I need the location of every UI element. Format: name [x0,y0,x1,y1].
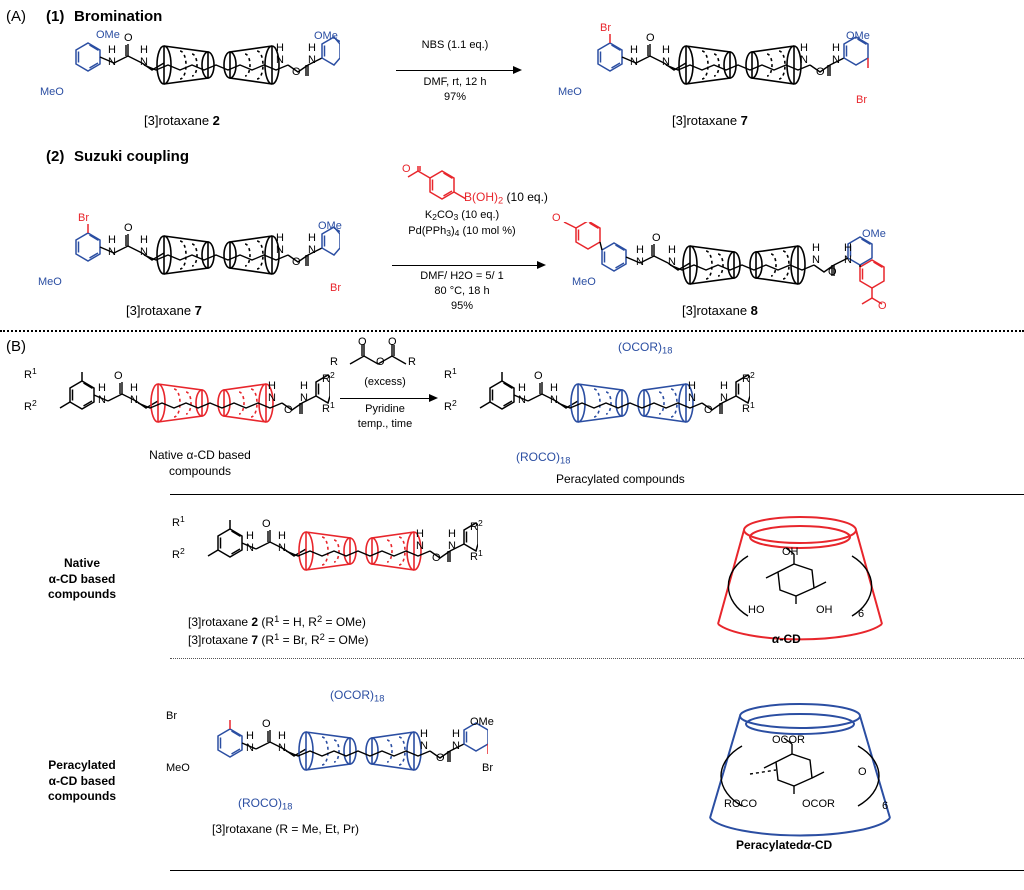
panelb-arrow-line [340,398,430,399]
scheme1-right-urea-h1: H [630,44,638,56]
scheme1-left-urea-n2: N [140,56,148,68]
scheme1-right-urea-n4: N [832,54,840,66]
scheme2-left-caption-prefix: [3]rotaxane [126,303,195,318]
panelb-divider-dotted [170,658,1024,659]
scheme1-left-urea-o2: O [292,66,301,78]
panelb-right-urea-o1: O [534,370,543,382]
panelb-left-urea-n4: N [300,392,308,404]
alpha-cd-label-oh-top: OH [782,546,799,558]
scheme2-right-caption-prefix: [3]rotaxane [682,303,751,318]
panelb-right-urea-n4: N [720,392,728,404]
scheme1-number: (1) [46,8,65,25]
scheme2-reagent-boronic-label: $B(OH)_2$ (10 eq.) [464,190,548,206]
scheme2-left-urea-n4: N [308,244,316,256]
scheme2-left-sub-ome: OMe [318,220,342,232]
native-sub-r1: $R^1$ [172,514,185,529]
panelb-left-urea-o1: O [114,370,123,382]
peracylated-cd-caption-a: Peracylated [736,838,804,852]
panelb-anhydride-o-right: O [388,336,397,348]
scheme1-right-urea-o2: O [816,66,825,78]
panelb-left-sub-r2b: $R^2$ [322,370,335,385]
peracylated-sub-ome: OMe [470,716,494,728]
native-sub-r2b: $R^2$ [470,518,483,533]
peracylated-urea-o1: O [262,718,271,730]
scheme2-number: (2) [46,148,65,165]
scheme2-right-urea-h4: H [844,242,852,254]
scheme2-right-urea-n1: N [636,256,644,268]
panelb-right-sub-r1: $R^1$ [444,366,457,381]
native-row-label-line2: α-CD based [48,571,116,586]
panelb-right-structure [450,370,750,462]
scheme2-title: Suzuki coupling [74,148,189,165]
scheme2-left-urea-o1: O [124,222,133,234]
native-entry-0-suffix: ($R^1 = H$, $R^2 = OMe$) [258,614,366,630]
native-entry-0-id: 2 [251,615,259,630]
peracylated-row-label [12,758,152,805]
panelb-acyl-top-label: $(OCOR)_{18}$ [618,340,673,356]
scheme1-title: Bromination [74,8,163,25]
panelb-condition-0: Pyridine [365,403,405,415]
alpha-cd-cartoon [700,512,900,642]
native-entry-1-id: 7 [251,633,259,648]
panelb-right-caption: Peracylated compounds [556,472,685,486]
scheme2-conditions-above [382,208,542,239]
panelb-left-sub-r1b: $R^1$ [322,400,335,415]
peracylated-row-label-line2: α-CD based [48,773,116,788]
scheme1-conditions-above [388,38,522,53]
scheme2-left-urea-n3: N [276,244,284,256]
panelb-right-urea-h2: H [550,382,558,394]
peracylated-urea-n4: N [452,740,460,752]
panelb-right-urea-n2: N [550,394,558,406]
scheme2-left-sub-meo: MeO [38,276,62,288]
scheme1-condition-2: 97% [443,90,467,103]
panelb-condition-1: temp., time [357,417,413,430]
panelb-left-caption [90,448,310,479]
panelb-left-urea-n3: N [268,392,276,404]
native-row-structure [178,518,478,610]
scheme1-right-sub-meo: MeO [558,86,582,98]
peracylated-alpha-cd-cartoon [690,700,910,840]
peracylated-sub-br-bottom: Br [482,762,493,774]
panel-a-label: (A) [6,8,26,25]
scheme1-right-sub-br-bottom: Br [856,94,867,106]
panelb-right-urea-n1: N [518,394,526,406]
scheme1-right-urea-h3: H [800,42,808,54]
scheme1-left-structure [40,32,340,124]
scheme2-left-urea-h1: H [108,234,116,246]
peracylated-urea-h1: H [246,730,254,742]
scheme1-right-urea-n1: N [630,56,638,68]
native-urea-h4: H [448,528,456,540]
panelb-reagent-excess-label: (excess) [364,376,406,388]
scheme2-left-urea-h2: H [140,234,148,246]
scheme2-right-sub-ome: OMe [862,228,886,240]
panelb-left-urea-n1: N [98,394,106,406]
scheme1-right-caption-id: 7 [740,113,748,128]
peracylated-entry: [3]rotaxane (R = Me, Et, Pr) [212,822,360,836]
scheme2-right-urea-o1: O [652,232,661,244]
scheme2-condition-4: 95% [450,299,474,312]
scheme2-right-aldehyde-o-top: O [552,212,561,224]
panelb-left-urea-o2: O [284,404,293,416]
scheme2-right-urea-o2: O [828,266,837,278]
scheme1-condition-1: DMF, rt, 12 h [423,76,487,88]
scheme1-right-urea-n3: N [800,54,808,66]
panelb-right-sub-r2b: $R^2$ [742,370,755,385]
panelb-right-urea-h1: H [518,382,526,394]
scheme2-left-urea-h4: H [308,232,316,244]
native-urea-n2: N [278,542,286,554]
peracylated-acyl-bottom-label: $(ROCO)_{18}$ [238,796,293,812]
peracylated-urea-n3: N [420,740,428,752]
alpha-cd-label-6: 6 [858,608,865,620]
panelb-anhydride-o-left: O [358,336,367,348]
peracylated-urea-h4: H [452,728,460,740]
panelb-anhydride-r-right: R [408,356,416,368]
panelb-anhydride-r-left: R [330,356,338,368]
peracylated-cd-label-ocor-bottom: OCOR [802,798,835,810]
native-urea-h2: H [278,530,286,542]
scheme2-left-urea-o2: O [292,256,301,268]
panelb-divider-bottom [170,870,1024,871]
peracylated-urea-h3: H [420,728,428,740]
scheme2-condition-2: DMF/ H2O = 5/ 1 [420,270,504,282]
native-entry-0 [188,614,366,629]
peracylated-cd-label-roco: ROCO [724,798,757,810]
panel-separator-dotted [0,330,1024,332]
scheme2-right-urea-h3: H [812,242,820,254]
scheme1-right-urea-h2: H [662,44,670,56]
alpha-cd-label-oh-bottom: OH [816,604,833,616]
panelb-arrow-head [429,394,438,402]
scheme2-reagent-o-label: O [402,163,411,175]
native-sub-r1b: $R^1$ [470,548,483,563]
scheme1-left-caption [144,113,220,128]
panelb-left-urea-h3: H [268,380,276,392]
scheme2-left-urea-n1: N [108,246,116,258]
scheme2-condition-0: $K_2CO_3$ (10 eq.) [424,209,500,223]
scheme2-left-caption [126,303,202,318]
peracylated-row-label-line3: compounds [48,789,116,804]
scheme2-condition-1: $Pd(PPh_3)_4$ (10 mol %) [408,224,516,238]
scheme2-arrow-head [537,261,546,269]
panelb-left-urea-h4: H [300,380,308,392]
scheme2-right-caption-id: 8 [750,303,758,318]
native-entry-0-prefix: [3]rotaxane [188,615,252,630]
native-row-label [12,556,152,603]
panelb-left-urea-n2: N [130,394,138,406]
scheme1-left-sub-meo: MeO [40,86,64,98]
native-entry-1-prefix: [3]rotaxane [188,633,252,648]
peracylated-cd-label-o: O [858,766,867,778]
alpha-cd-caption: α-CD [772,632,801,646]
peracylated-acyl-top-label: $(OCOR)_{18}$ [330,688,385,704]
native-entry-1-suffix: ($R^1 = Br$, $R^2 = OMe$) [258,632,369,648]
scheme1-left-caption-prefix: [3]rotaxane [144,113,213,128]
scheme2-arrow-line [392,265,538,266]
scheme1-arrow-head [513,66,522,74]
panelb-right-urea-h3: H [688,380,696,392]
panelb-right-sub-r2: $R^2$ [444,398,457,413]
scheme2-left-urea-n2: N [140,246,148,258]
peracylated-urea-n1: N [246,742,254,754]
peracylated-urea-n2: N [278,742,286,754]
scheme1-left-urea-h2: H [140,44,148,56]
native-entry-1 [188,632,369,647]
peracylated-sub-br-top: Br [166,710,177,722]
native-urea-o1: O [262,518,271,530]
scheme2-condition-3: 80 °C, 18 h [434,284,490,297]
native-urea-n1: N [246,542,254,554]
peracylated-cd-label-ocor-top: OCOR [772,734,805,746]
scheme2-left-caption-id: 7 [194,303,202,318]
scheme1-left-urea-h1: H [108,44,116,56]
scheme1-right-caption [672,113,748,128]
peracylated-row-label-line1: Peracylated [48,758,116,772]
scheme1-left-urea-o1: O [124,32,133,44]
panel-b-label: (B) [6,338,26,355]
peracylated-sub-meo: MeO [166,762,190,774]
panelb-right-sub-r1b: $R^1$ [742,400,755,415]
peracylated-row-structure [178,718,488,810]
scheme2-left-sub-br-top: Br [78,212,89,224]
scheme1-right-caption-prefix: [3]rotaxane [672,113,741,128]
native-sub-r2: $R^2$ [172,546,185,561]
scheme1-right-structure [560,32,870,124]
panelb-left-sub-r2: $R^2$ [24,398,37,413]
peracylated-cd-label-6: 6 [882,800,889,812]
scheme1-right-urea-n2: N [662,56,670,68]
scheme2-right-sub-meo: MeO [572,276,596,288]
scheme2-right-urea-n3: N [812,254,820,266]
scheme1-condition-0: NBS (1.1 eq.) [421,39,489,51]
native-urea-h3: H [416,528,424,540]
scheme1-left-urea-h3: H [276,42,284,54]
panelb-right-urea-h4: H [720,380,728,392]
scheme1-right-sub-ome: OMe [846,30,870,42]
scheme2-right-urea-n2: N [668,256,676,268]
scheme1-right-sub-br-top: Br [600,22,611,34]
panelb-left-urea-h1: H [98,382,106,394]
scheme2-right-urea-h1: H [636,244,644,256]
native-urea-h1: H [246,530,254,542]
scheme2-right-urea-n4: N [844,254,852,266]
alpha-cd-label-ho: HO [748,604,765,616]
panelb-divider-1 [170,494,1024,495]
scheme1-right-urea-h4: H [832,42,840,54]
scheme1-left-urea-n3: N [276,54,284,66]
scheme1-right-urea-o1: O [646,32,655,44]
peracylated-urea-o2: O [436,752,445,764]
scheme2-conditions-below [382,269,542,314]
panelb-acyl-bottom-label: $(ROCO)_{18}$ [516,450,571,466]
scheme1-arrow-line [396,70,514,71]
scheme2-right-aldehyde-o-bottom: O [878,300,887,312]
panelb-left-caption-line1: Native α-CD based [149,448,251,462]
scheme2-left-structure [40,222,340,314]
scheme1-left-sub-ome-top: OMe [96,29,120,41]
panelb-right-urea-n3: N [688,392,696,404]
native-urea-o2: O [432,552,441,564]
scheme2-right-urea-h2: H [668,244,676,256]
scheme1-left-urea-n4: N [308,54,316,66]
native-row-label-line1: Native [63,556,101,570]
panelb-left-sub-r1: $R^1$ [24,366,37,381]
scheme2-right-caption [682,303,758,318]
panelb-left-caption-line2: compounds [168,463,232,478]
scheme1-conditions-below [388,75,522,105]
panelb-conditions [332,402,438,432]
peracylated-cd-caption: Peracylatedα-CD [736,838,833,852]
scheme1-left-caption-id: 2 [212,113,220,128]
scheme1-left-urea-h4: H [308,42,316,54]
panelb-left-urea-h2: H [130,382,138,394]
native-urea-n3: N [416,540,424,552]
scheme1-left-sub-ome-right: OMe [314,30,338,42]
native-row-label-line3: compounds [48,587,116,602]
peracylated-urea-h2: H [278,730,286,742]
panelb-anhydride-structure [330,338,440,378]
scheme2-left-urea-h3: H [276,232,284,244]
panelb-right-urea-o2: O [704,404,713,416]
scheme1-left-urea-n1: N [108,56,116,68]
native-urea-n4: N [448,540,456,552]
panelb-anhydride-o-center: O [376,356,385,368]
scheme2-left-sub-br-bottom: Br [330,282,341,294]
